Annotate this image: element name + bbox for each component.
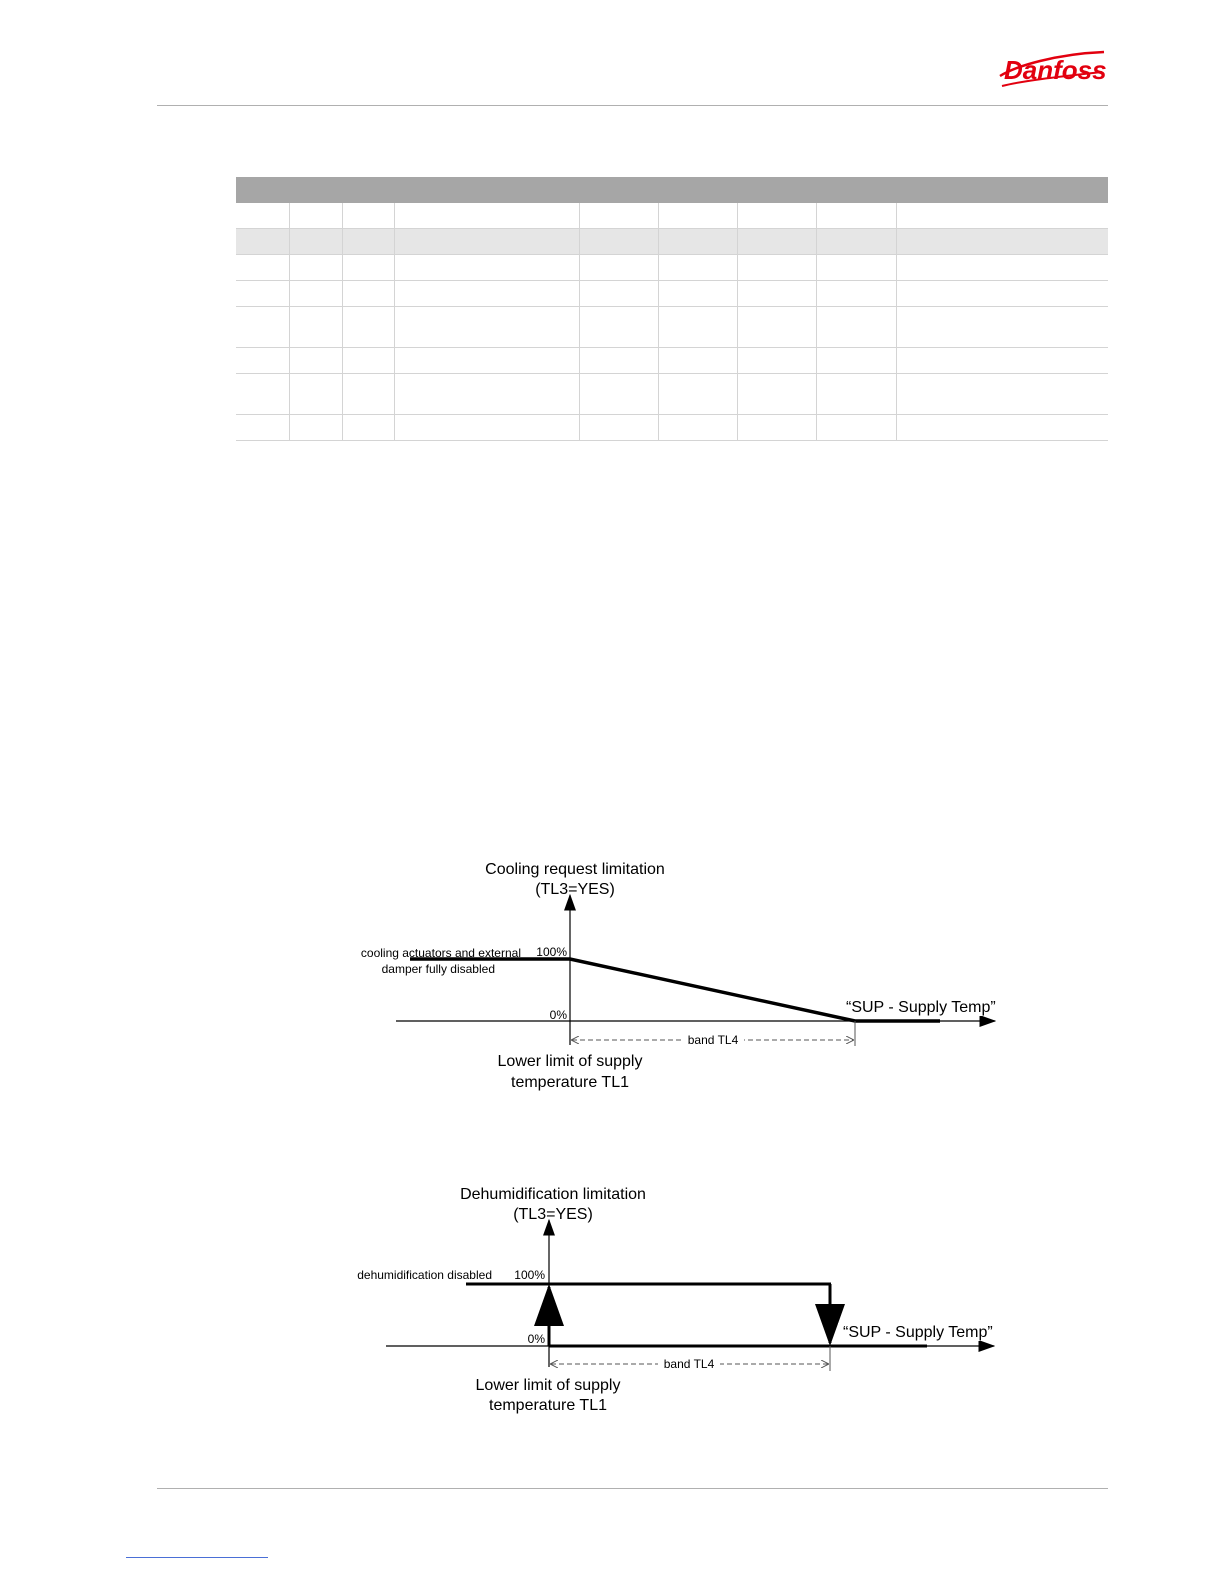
diagram1-band-label: band TL4	[687, 1033, 739, 1047]
table-column-divider	[658, 229, 659, 254]
diagram2-title-line1: Dehumidification limitation	[460, 1186, 646, 1203]
diagram2-x-axis-label: “SUP - Supply Temp”	[843, 1324, 993, 1341]
table-column-divider	[342, 229, 343, 254]
table-column-divider	[394, 348, 395, 373]
diagram2-left-label: dehumidification disabled	[357, 1268, 492, 1282]
table-column-divider	[289, 415, 290, 440]
table-column-divider	[394, 281, 395, 306]
table-column-divider	[289, 281, 290, 306]
diagram1-origin-label-line1: Lower limit of supply	[497, 1053, 643, 1070]
table-column-divider	[289, 203, 290, 228]
table-column-divider	[579, 374, 580, 414]
danfoss-logo	[996, 46, 1108, 90]
table-column-divider	[579, 281, 580, 306]
table-column-divider	[658, 281, 659, 306]
table-column-divider	[658, 374, 659, 414]
diagram2-tick-0: 0%	[527, 1332, 545, 1346]
table-column-divider	[896, 229, 897, 254]
diagram1-left-label-line1: cooling actuators and external	[360, 946, 521, 960]
table-column-divider	[394, 255, 395, 280]
table-column-divider	[394, 229, 395, 254]
table-column-divider	[579, 229, 580, 254]
diagram2-band-label: band TL4	[663, 1357, 715, 1371]
table-column-divider	[579, 307, 580, 347]
table-column-divider	[658, 255, 659, 280]
table-column-divider	[737, 415, 738, 440]
table-column-divider	[658, 415, 659, 440]
logo-wordmark: Danfoss	[1004, 55, 1107, 85]
table-column-divider	[816, 229, 817, 254]
table-column-divider	[816, 415, 817, 440]
table-column-divider	[394, 374, 395, 414]
footer-link-underline[interactable]	[126, 1557, 268, 1558]
diagram1-origin-label-line2: temperature TL1	[511, 1074, 629, 1091]
table-column-divider	[342, 415, 343, 440]
table-row	[236, 229, 1108, 255]
table-header-bar	[236, 177, 1108, 203]
table-column-divider	[816, 255, 817, 280]
table-column-divider	[896, 203, 897, 228]
header-rule	[157, 105, 1108, 106]
diagram2-title-line2: (TL3=YES)	[513, 1206, 593, 1223]
table-column-divider	[579, 255, 580, 280]
table-column-divider	[896, 374, 897, 414]
table-column-divider	[816, 307, 817, 347]
table-body	[236, 203, 1108, 441]
table-column-divider	[342, 281, 343, 306]
table-column-divider	[289, 348, 290, 373]
parameter-table	[236, 177, 1108, 441]
table-row	[236, 374, 1108, 415]
table-column-divider	[737, 281, 738, 306]
table-row	[236, 415, 1108, 441]
table-column-divider	[342, 203, 343, 228]
diagram1-title-line1: Cooling request limitation	[485, 861, 665, 878]
table-column-divider	[737, 307, 738, 347]
table-column-divider	[816, 203, 817, 228]
table-column-divider	[737, 374, 738, 414]
diagram1-tick-100: 100%	[536, 945, 567, 959]
table-row	[236, 203, 1108, 229]
dehumidification-limitation-diagram	[330, 1175, 1020, 1425]
table-column-divider	[896, 415, 897, 440]
table-column-divider	[816, 348, 817, 373]
table-row	[236, 281, 1108, 307]
table-column-divider	[394, 307, 395, 347]
table-column-divider	[816, 374, 817, 414]
table-column-divider	[896, 281, 897, 306]
cooling-limitation-diagram	[330, 850, 1020, 1100]
table-column-divider	[342, 255, 343, 280]
table-column-divider	[342, 307, 343, 347]
diagram2-tick-100: 100%	[514, 1268, 545, 1282]
diagram2-origin-label-line1: Lower limit of supply	[475, 1377, 621, 1394]
table-column-divider	[896, 348, 897, 373]
table-column-divider	[896, 307, 897, 347]
table-column-divider	[896, 255, 897, 280]
table-column-divider	[579, 415, 580, 440]
table-column-divider	[289, 307, 290, 347]
table-column-divider	[342, 348, 343, 373]
diagram1-left-label-line2: damper fully disabled	[381, 962, 495, 976]
table-row	[236, 255, 1108, 281]
table-column-divider	[289, 374, 290, 414]
table-row	[236, 307, 1108, 348]
table-column-divider	[737, 348, 738, 373]
table-column-divider	[737, 203, 738, 228]
table-column-divider	[658, 348, 659, 373]
table-column-divider	[289, 255, 290, 280]
table-column-divider	[579, 203, 580, 228]
table-column-divider	[816, 281, 817, 306]
diagram1-tick-0: 0%	[549, 1008, 567, 1022]
table-column-divider	[394, 415, 395, 440]
table-column-divider	[658, 307, 659, 347]
table-column-divider	[394, 203, 395, 228]
diagram1-x-axis-label: “SUP - Supply Temp”	[846, 999, 996, 1016]
footer-rule	[157, 1488, 1108, 1489]
table-row	[236, 348, 1108, 374]
table-column-divider	[342, 374, 343, 414]
table-column-divider	[658, 203, 659, 228]
table-column-divider	[737, 229, 738, 254]
table-column-divider	[737, 255, 738, 280]
diagram2-origin-label-line2: temperature TL1	[489, 1397, 607, 1414]
diagram1-title-line2: (TL3=YES)	[535, 881, 615, 898]
table-column-divider	[289, 229, 290, 254]
table-column-divider	[579, 348, 580, 373]
